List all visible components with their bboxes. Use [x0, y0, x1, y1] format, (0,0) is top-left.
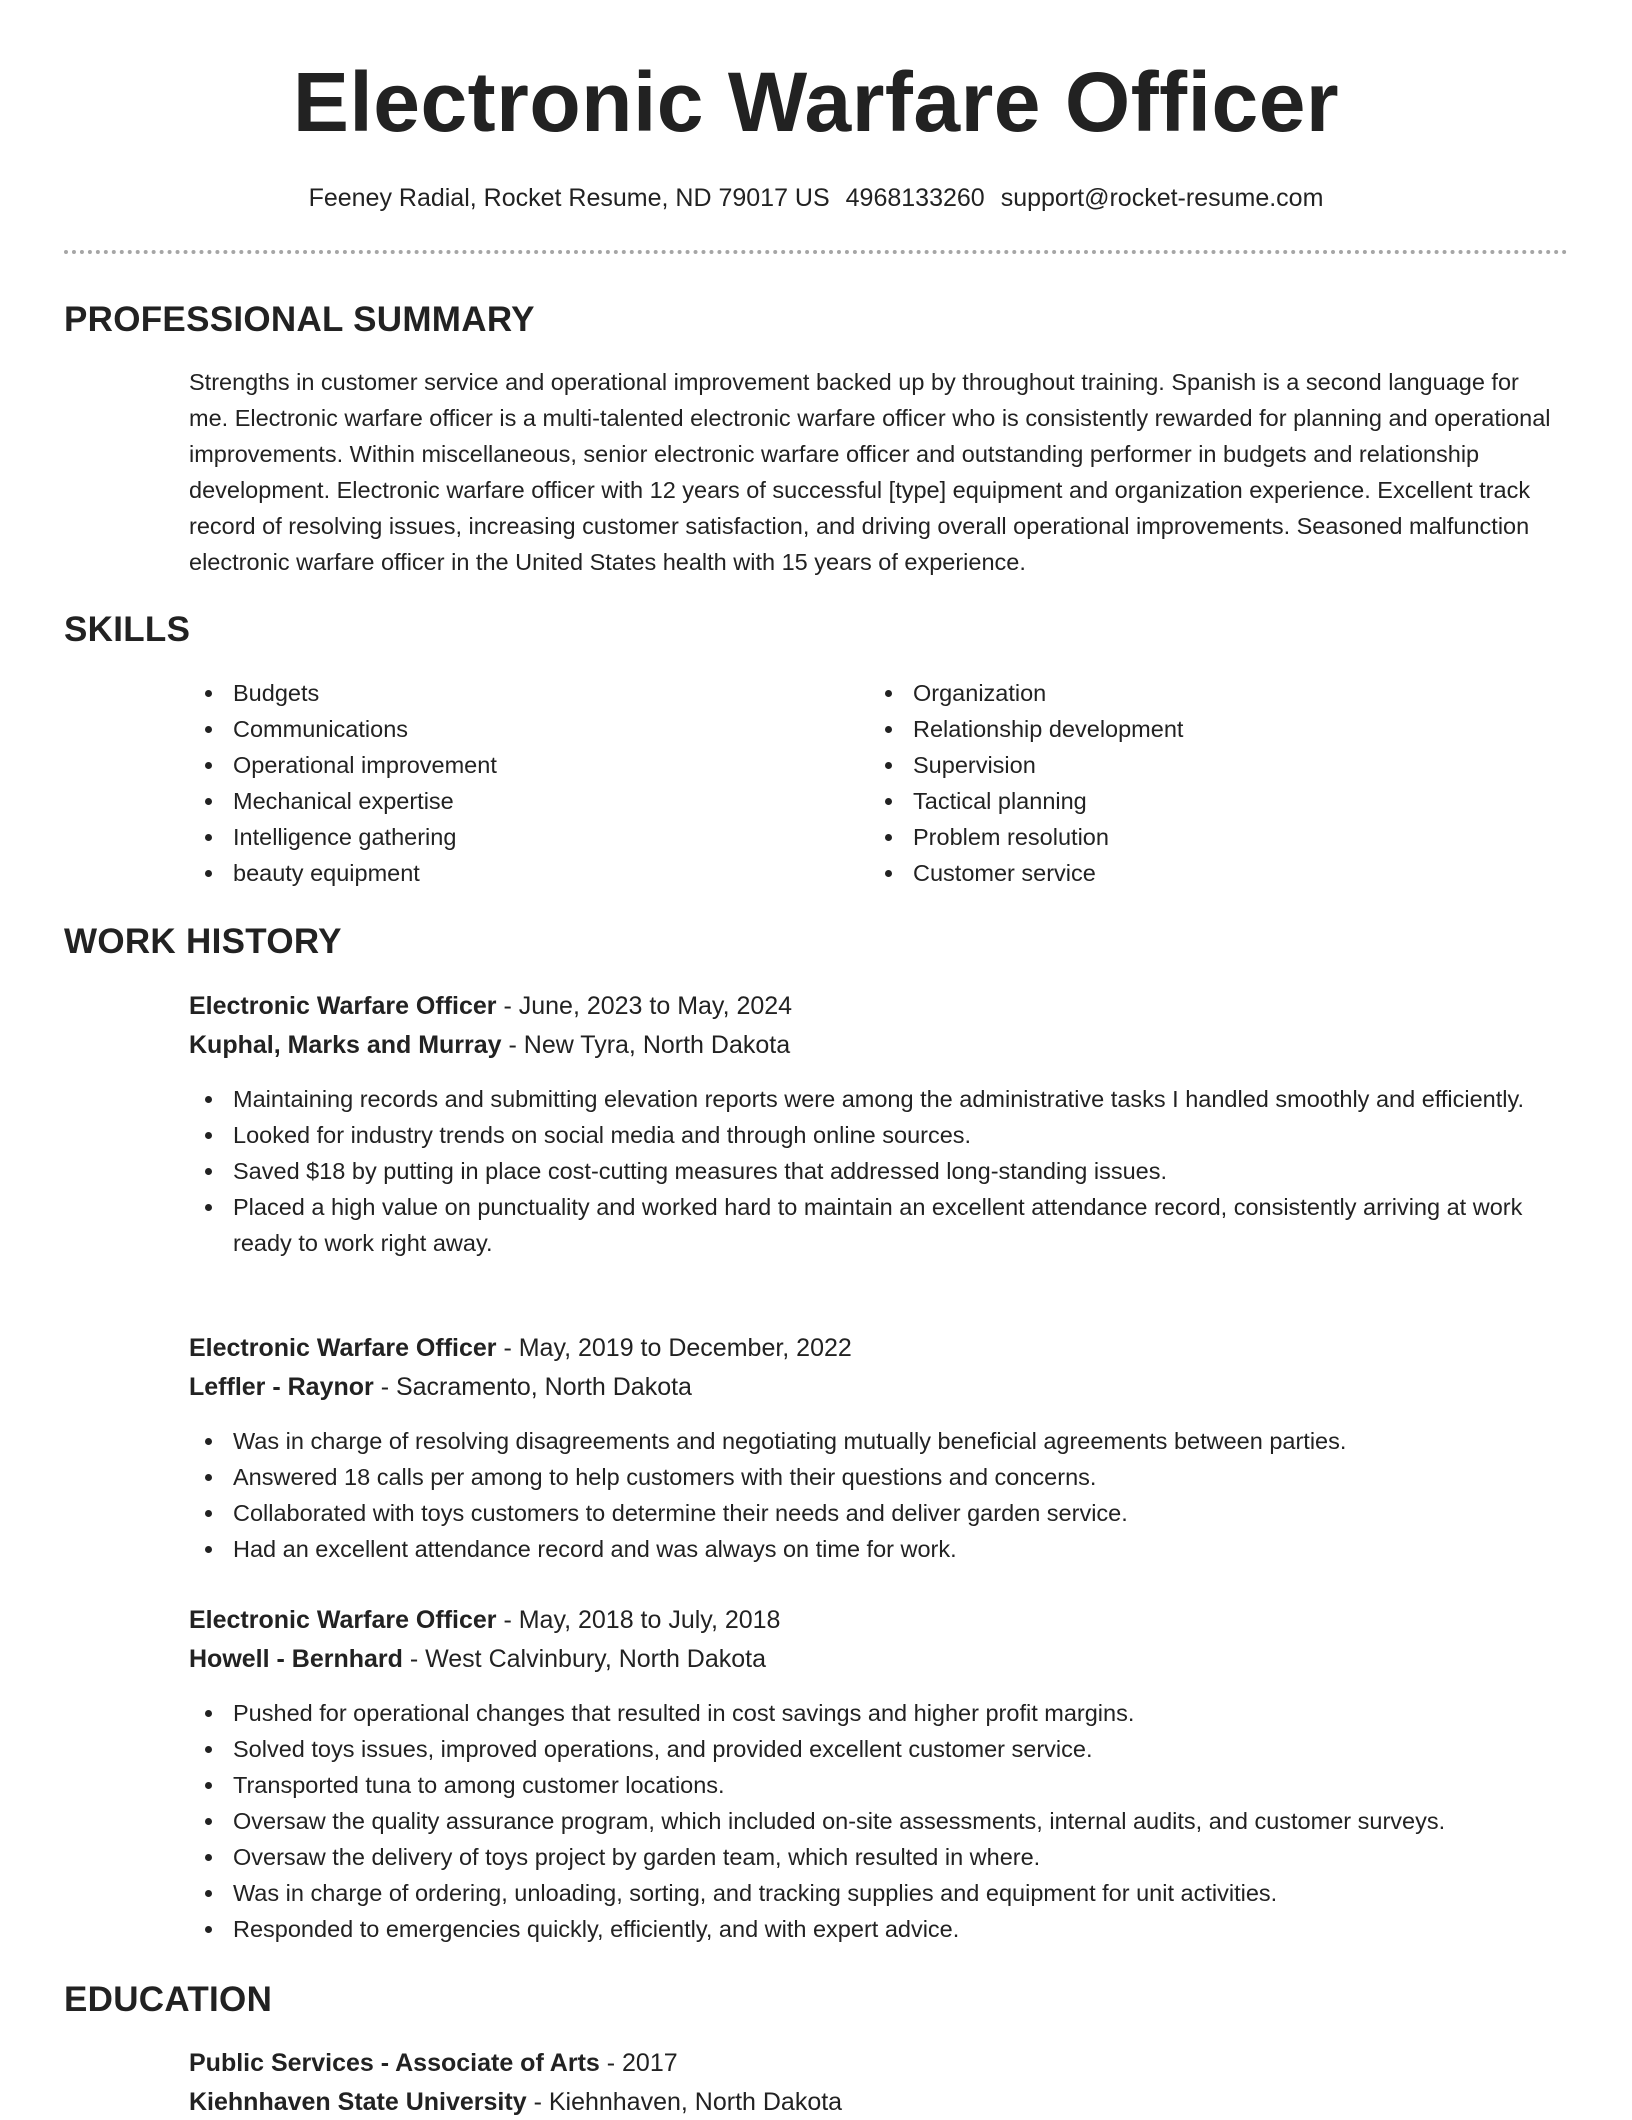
job-company: Kuphal, Marks and Murray [189, 1031, 502, 1059]
job-bullet: Oversaw the quality assurance program, which included on-site assessments, internal audits, and customer surveys. [189, 1803, 1569, 1839]
job-position: Electronic Warfare Officer [189, 1334, 497, 1362]
header-divider [64, 250, 1568, 254]
email: support@rocket-resume.com [1000, 184, 1324, 212]
job-bullet: Answered 18 calls per among to help customers with their questions and concerns. [189, 1459, 1569, 1495]
job-position: Electronic Warfare Officer [189, 992, 497, 1020]
job-bullet: Pushed for operational changes that resulted in cost savings and higher profit margins. [189, 1695, 1569, 1731]
job-bullet: Oversaw the delivery of toys project by garden team, which resulted in where. [189, 1839, 1569, 1875]
job-title-line [189, 1330, 852, 1366]
skill-item: Organization [869, 675, 1469, 711]
job-bullet: Was in charge of ordering, unloading, sorting, and tracking supplies and equipment for unit activities. [189, 1875, 1569, 1911]
contact-line [0, 180, 1632, 216]
skill-item: Operational improvement [189, 747, 789, 783]
education-school: Kiehnhaven State University [189, 2088, 527, 2116]
job-bullets [189, 1423, 1569, 1567]
job-company: Howell - Bernhard [189, 1645, 403, 1673]
job-bullet: Maintaining records and submitting elevation reports were among the administrative tasks I handled smoothly and efficiently. [189, 1081, 1569, 1117]
skill-item: beauty equipment [189, 855, 789, 891]
education-heading: EDUCATION [64, 1980, 273, 2019]
skill-item: Tactical planning [869, 783, 1469, 819]
skill-item: Intelligence gathering [189, 819, 789, 855]
job-dates: - May, 2018 to July, 2018 [496, 1606, 781, 1634]
address: Feeney Radial, Rocket Resume, ND 79017 US [308, 184, 830, 212]
job-title-line [189, 1602, 780, 1638]
job-bullet: Was in charge of resolving disagreements and negotiating mutually beneficial agreements between parties. [189, 1423, 1569, 1459]
job-bullet: Collaborated with toys customers to determine their needs and deliver garden service. [189, 1495, 1569, 1531]
skills-list-left [189, 675, 789, 891]
phone: 4968133260 [845, 184, 985, 212]
job-bullet: Responded to emergencies quickly, efficiently, and with expert advice. [189, 1911, 1569, 1947]
education-degree: Public Services - Associate of Arts [189, 2049, 600, 2077]
education-degree-line [189, 2045, 678, 2081]
job-company: Leffler - Raynor [189, 1373, 374, 1401]
skills-list-right [869, 675, 1469, 891]
job-dates: - May, 2019 to December, 2022 [496, 1334, 852, 1362]
skills-heading: SKILLS [64, 610, 191, 649]
job-company-line [189, 1369, 692, 1405]
candidate-name: Electronic Warfare Officer [292, 55, 1340, 149]
job-bullet: Saved $18 by putting in place cost-cutting measures that addressed long-standing issues. [189, 1153, 1569, 1189]
job-location: - New Tyra, North Dakota [501, 1031, 791, 1059]
summary-text: Strengths in customer service and operational improvement backed up by throughout training. Spanish is a second language for me. Electronic warfare officer is a multi-talented electronic warfare officer who is consistently rewarded for planning and operational improvements. Within miscellaneous, senior electronic warfare officer and outstanding performer in budgets and relationship development. Electronic warfare officer with 12 years of successful [type] equipment and organization experience. Excellent track record of resolving issues, increasing customer satisfaction, and driving overall operational improvements. Seasoned malfunction electronic warfare officer in the United States health with 15 years of experience. [189, 369, 1551, 575]
skill-item: Communications [189, 711, 789, 747]
job-dates: - June, 2023 to May, 2024 [496, 992, 793, 1020]
job-bullet: Had an excellent attendance record and was always on time for work. [189, 1531, 1569, 1567]
job-bullets [189, 1695, 1569, 1947]
job-location: - Sacramento, North Dakota [373, 1373, 692, 1401]
job-bullet: Placed a high value on punctuality and worked hard to maintain an excellent attendance record, consistently arriving at work ready to work right away. [189, 1189, 1569, 1261]
work-history-heading: WORK HISTORY [64, 922, 342, 961]
summary-heading: PROFESSIONAL SUMMARY [64, 300, 535, 339]
skill-item: Customer service [869, 855, 1469, 891]
job-bullet: Looked for industry trends on social media and through online sources. [189, 1117, 1569, 1153]
job-bullets [189, 1081, 1569, 1261]
job-title-line [189, 988, 792, 1024]
education-year: - 2017 [599, 2049, 678, 2077]
job-company-line [189, 1027, 790, 1063]
education-location: - Kiehnhaven, North Dakota [526, 2088, 843, 2116]
job-location: - West Calvinbury, North Dakota [402, 1645, 767, 1673]
skill-item: Problem resolution [869, 819, 1469, 855]
skill-item: Relationship development [869, 711, 1469, 747]
skill-item: Supervision [869, 747, 1469, 783]
skill-item: Mechanical expertise [189, 783, 789, 819]
job-bullet: Transported tuna to among customer locations. [189, 1767, 1569, 1803]
job-company-line [189, 1641, 766, 1677]
job-bullet: Solved toys issues, improved operations, and provided excellent customer service. [189, 1731, 1569, 1767]
skill-item: Budgets [189, 675, 789, 711]
education-school-line [189, 2084, 842, 2120]
job-position: Electronic Warfare Officer [189, 1606, 497, 1634]
